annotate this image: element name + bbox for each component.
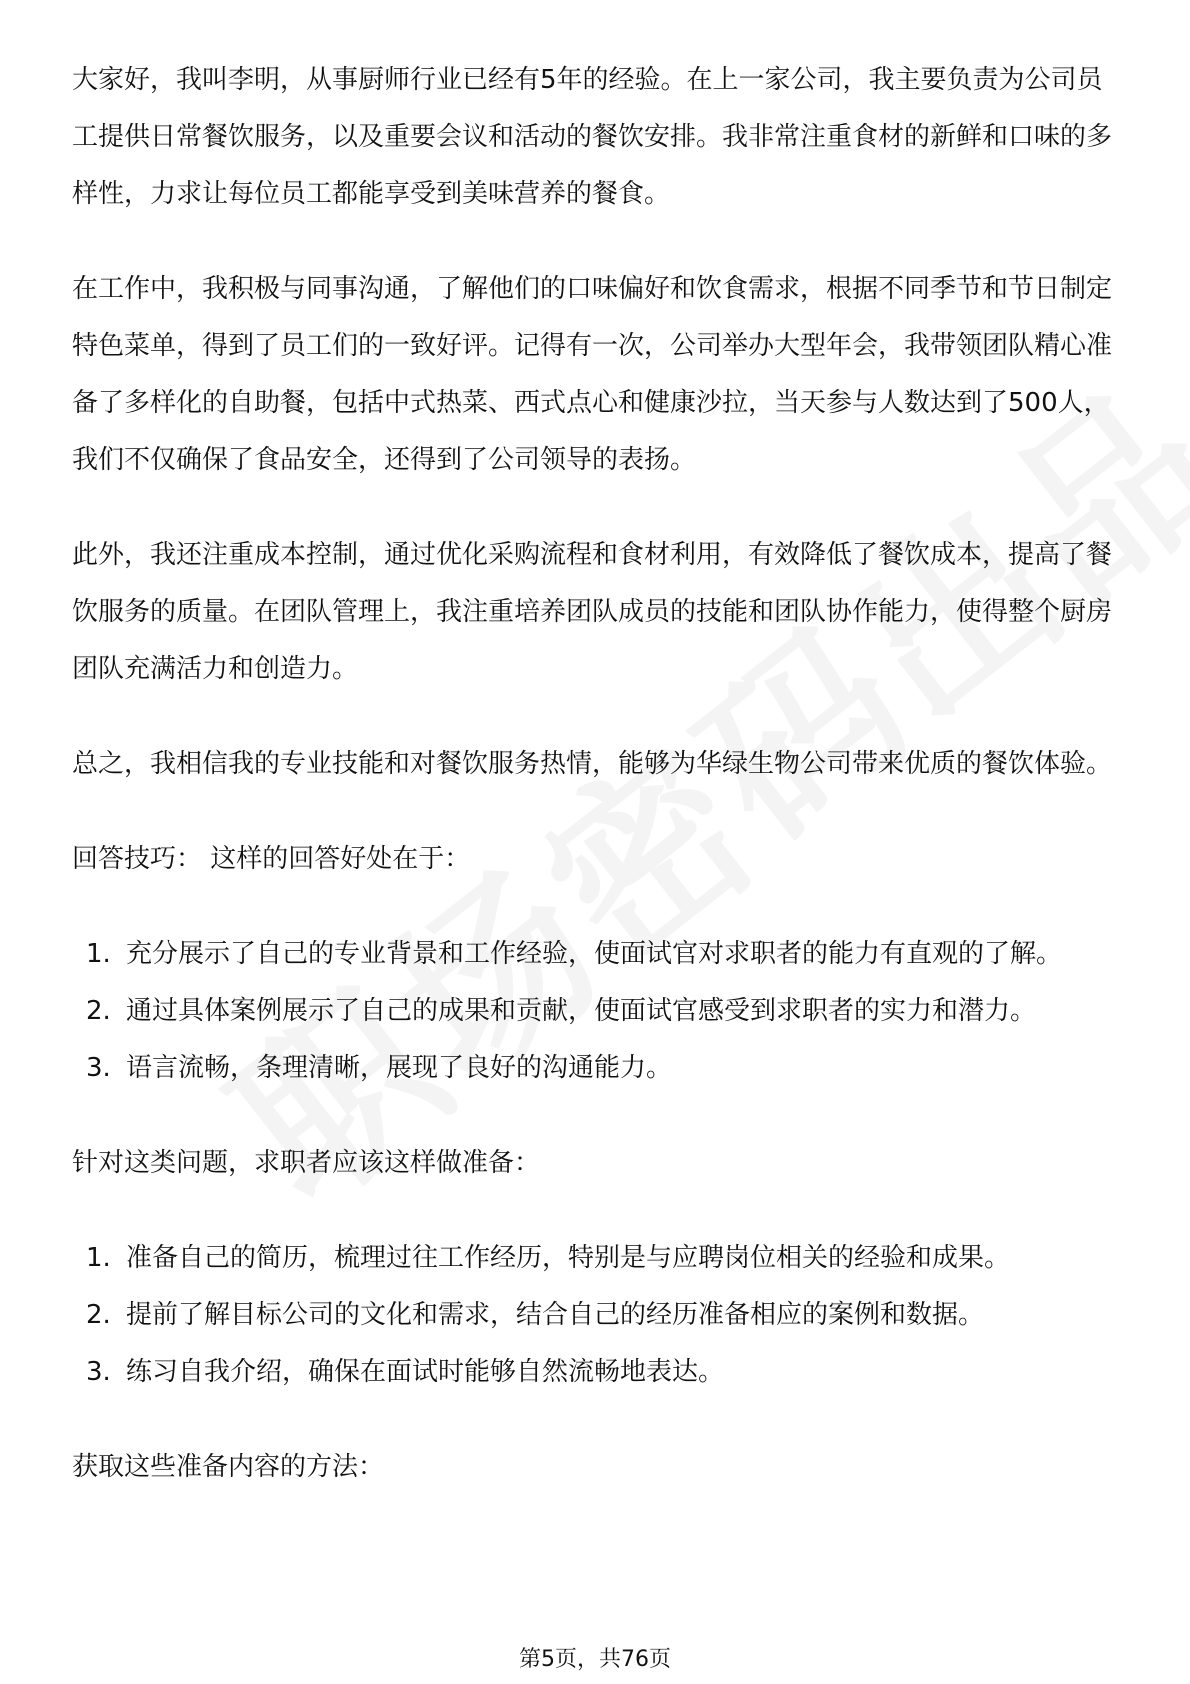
list-number: 1. — [86, 939, 111, 969]
list-number: 2. — [86, 996, 111, 1026]
document-body — [72, 52, 1122, 1534]
list-number: 2. — [86, 1300, 111, 1330]
list-item — [72, 1287, 1122, 1344]
prep-list — [72, 1230, 1122, 1401]
list-item — [72, 926, 1122, 983]
list-item-text: 提前了解目标公司的文化和需求，结合自己的经历准备相应的案例和数据。 — [126, 1300, 985, 1330]
paragraph-work: 在工作中，我积极与同事沟通，了解他们的口味偏好和饮食需求，根据不同季节和节日制定特色菜单，得到了员工们的一致好评。记得有一次，公司举办大型年会，我带领团队精心准备了多样化的自助餐，包括中式热菜、西式点心和健康沙拉，当天参与人数达到了500人，我们不仅确保了食品安全，还得到了公司领导的表扬。 — [72, 274, 1113, 475]
paragraph-cost: 此外，我还注重成本控制，通过优化采购流程和食材利用，有效降低了餐饮成本，提高了餐饮服务的质量。在团队管理上，我注重培养团队成员的技能和团队协作能力，使得整个厨房团队充满活力和创造力。 — [72, 540, 1113, 684]
tips-list — [72, 926, 1122, 1097]
list-item-text: 充分展示了自己的专业背景和工作经验，使面试官对求职者的能力有直观的了解。 — [126, 939, 1063, 969]
list-number: 3. — [86, 1053, 111, 1083]
page-number: 第5页，共76页 — [519, 1647, 671, 1672]
list-item-text: 通过具体案例展示了自己的成果和贡献，使面试官感受到求职者的实力和潜力。 — [126, 996, 1037, 1026]
list-item — [72, 1040, 1122, 1097]
list-item-text: 练习自我介绍，确保在面试时能够自然流畅地表达。 — [126, 1357, 725, 1387]
list-item-text: 语言流畅，条理清晰，展现了良好的沟通能力。 — [126, 1053, 673, 1083]
tips-heading: 回答技巧： 这样的回答好处在于： — [72, 844, 471, 874]
list-item — [72, 1344, 1122, 1401]
list-number: 3. — [86, 1357, 111, 1387]
methods-heading: 获取这些准备内容的方法： — [72, 1452, 385, 1482]
list-item-text: 准备自己的简历，梳理过往工作经历，特别是与应聘岗位相关的经验和成果。 — [126, 1243, 1011, 1273]
list-item — [72, 983, 1122, 1040]
prep-heading: 针对这类问题，求职者应该这样做准备： — [72, 1148, 541, 1178]
paragraph-intro: 大家好，我叫李明，从事厨师行业已经有5年的经验。在上一家公司，我主要负责为公司员工提供日常餐饮服务，以及重要会议和活动的餐饮安排。我非常注重食材的新鲜和口味的多样性，力求让每位员工都能享受到美味营养的餐食。 — [72, 65, 1113, 209]
list-number: 1. — [86, 1243, 111, 1273]
paragraph-summary: 总之，我相信我的专业技能和对餐饮服务热情，能够为华绿生物公司带来优质的餐饮体验。 — [72, 749, 1113, 779]
list-item — [72, 1230, 1122, 1287]
